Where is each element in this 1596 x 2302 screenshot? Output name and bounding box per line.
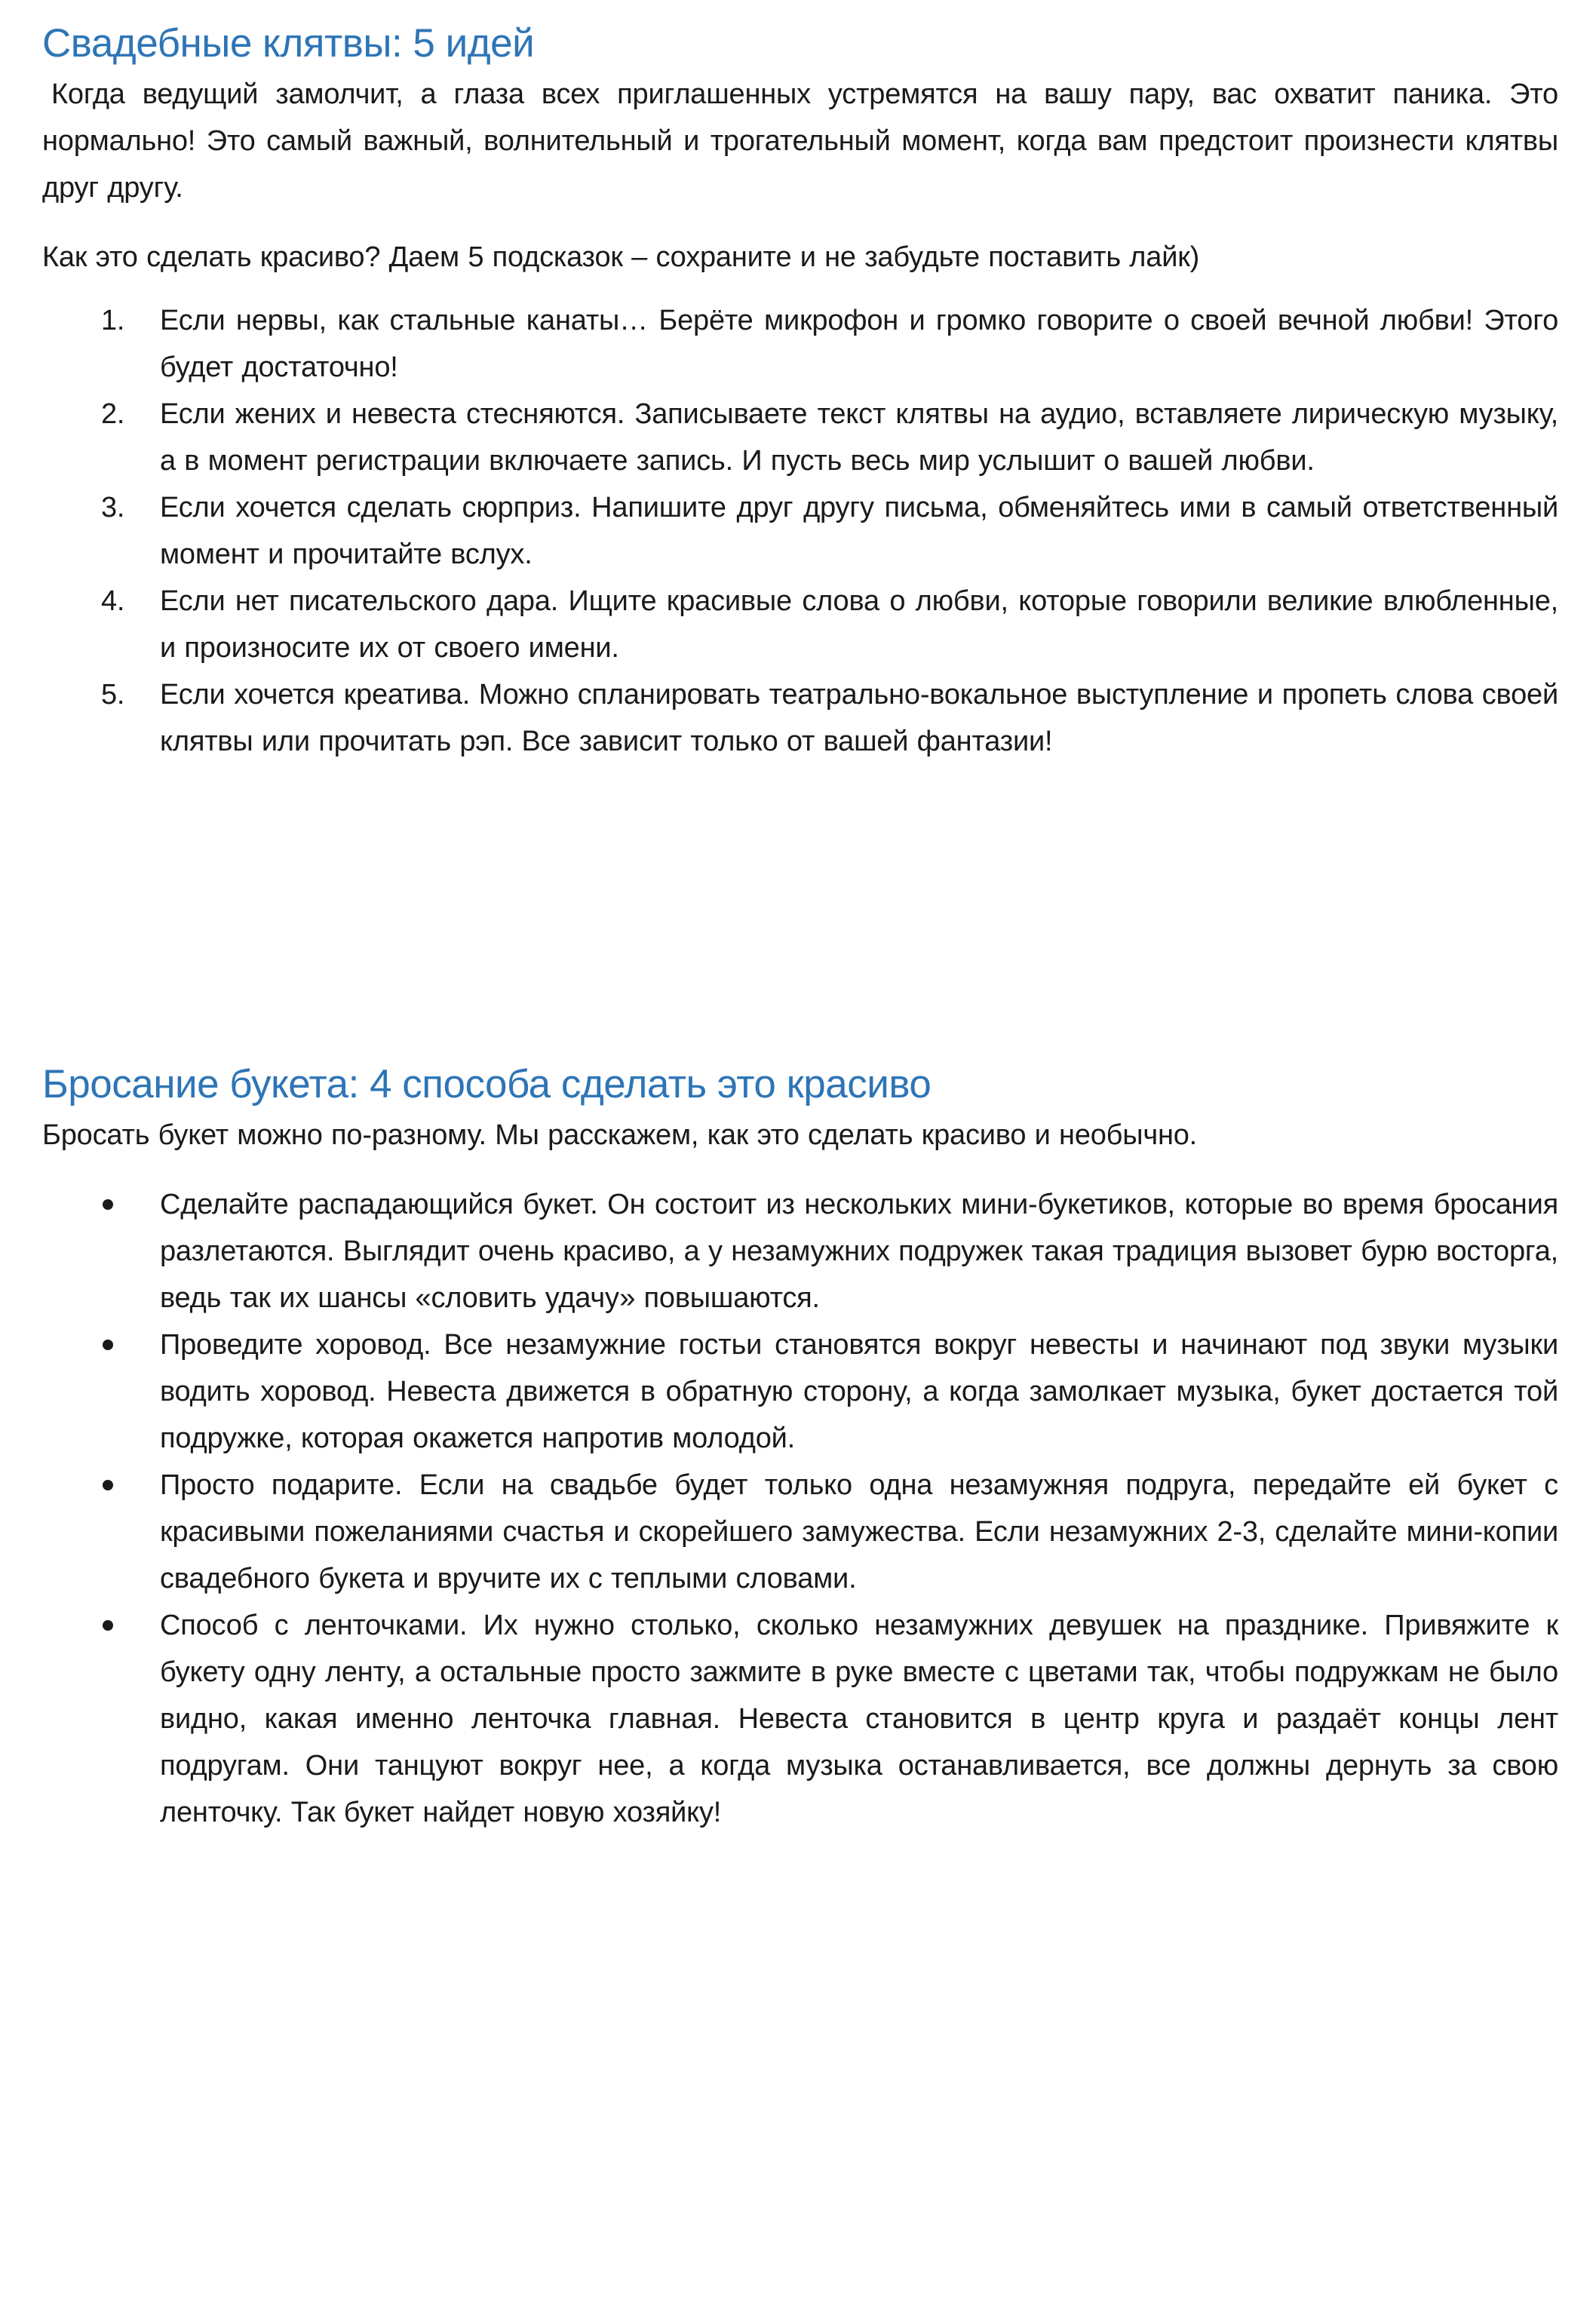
bulleted-list <box>42 1181 1558 1836</box>
intro-paragraph: Бросать букет можно по-разному. Мы расскажем, как это сделать красиво и необычно. <box>42 1119 1198 1151</box>
section-wedding-vows <box>42 17 1558 765</box>
intro-paragraph: Когда ведущий замолчит, а глаза всех приглашенных устремятся на вашу пару, вас охватит паника. Это нормально! Это самый важный, волнительный и трогательный момент, когда вам предстоит произнести клятвы друг другу. <box>42 78 1558 204</box>
list-item-text: Способ с ленточками. Их нужно столько, сколько незамужних девушек на празднике. Привяжите к букету одну ленту, а остальные просто зажмите в руке вместе с цветами так, чтобы подружкам не было видно, какая именно ленточка главная. Невеста становится в центр круга и раздаёт концы лент подругам. Они танцуют вокруг нее, а когда музыка останавливается, все должны дернуть за свою ленточку. Так букет найдет новую хозяйку! <box>160 1610 1558 1828</box>
list-item <box>42 391 1558 484</box>
list-number: 3. <box>101 492 125 523</box>
bullet-icon <box>103 1199 113 1210</box>
bullet-icon <box>103 1620 113 1631</box>
list-item <box>42 1321 1558 1462</box>
bullet-icon <box>103 1340 113 1350</box>
section-title: Свадебные клятвы: 5 идей <box>42 21 535 66</box>
list-number: 4. <box>101 585 125 617</box>
list-item <box>42 1181 1558 1321</box>
section-title: Бросание букета: 4 способа сделать это красиво <box>42 1062 932 1106</box>
list-item <box>42 297 1558 391</box>
bullet-icon <box>103 1480 113 1490</box>
list-item-text: Если хочется креатива. Можно спланировать театрально-вокальное выступление и пропеть слова своей клятвы или прочитать рэп. Все зависит только от вашей фантазии! <box>160 679 1558 757</box>
list-item <box>42 1462 1558 1602</box>
list-item <box>42 1602 1558 1836</box>
list-item-text: Если нервы, как стальные канаты… Берёте микрофон и громко говорите о своей вечной любви! Этого будет достаточно! <box>160 305 1558 383</box>
list-item-text: Если хочется сделать сюрприз. Напишите друг другу письма, обменяйтесь ими в самый ответственный момент и прочитайте вслух. <box>160 492 1558 570</box>
list-item-text: Проведите хоровод. Все незамужние гостьи становятся вокруг невесты и начинают под звуки музыки водить хоровод. Невеста движется в обратную сторону, а когда замолкает музыка, букет достается той подружке, которая окажется напротив молодой. <box>160 1329 1558 1454</box>
list-item-text: Если жених и невеста стесняются. Записываете текст клятвы на аудио, вставляете лирическую музыку, а в момент регистрации включаете запись. И пусть весь мир услышит о вашей любви. <box>160 398 1558 477</box>
list-item-text: Сделайте распадающийся букет. Он состоит из нескольких мини-букетиков, которые во время бросания разлетаются. Выглядит очень красиво, а у незамужних подружек такая традиция вызовет бурю восторга, ведь так их шансы «словить удачу» повышаются. <box>160 1189 1558 1314</box>
list-item <box>42 578 1558 671</box>
list-number: 5. <box>101 679 125 711</box>
list-number: 1. <box>101 305 125 336</box>
list-item <box>42 671 1558 765</box>
section-bouquet-toss <box>42 1057 1558 1836</box>
lead-paragraph: Как это сделать красиво? Даем 5 подсказок – сохраните и не забудьте поставить лайк) <box>42 241 1200 273</box>
list-item <box>42 484 1558 578</box>
list-number: 2. <box>101 398 125 430</box>
list-item-text: Просто подарите. Если на свадьбе будет только одна незамужняя подруга, передайте ей букет с красивыми пожеланиями счастья и скорейшего замужества. Если незамужних 2-3, сделайте мини-копии свадебного букета и вручите их с теплыми словами. <box>160 1469 1558 1595</box>
numbered-list <box>42 297 1558 765</box>
list-item-text: Если нет писательского дара. Ищите красивые слова о любви, которые говорили великие влюбленные, и произносите их от своего имени. <box>160 585 1558 664</box>
